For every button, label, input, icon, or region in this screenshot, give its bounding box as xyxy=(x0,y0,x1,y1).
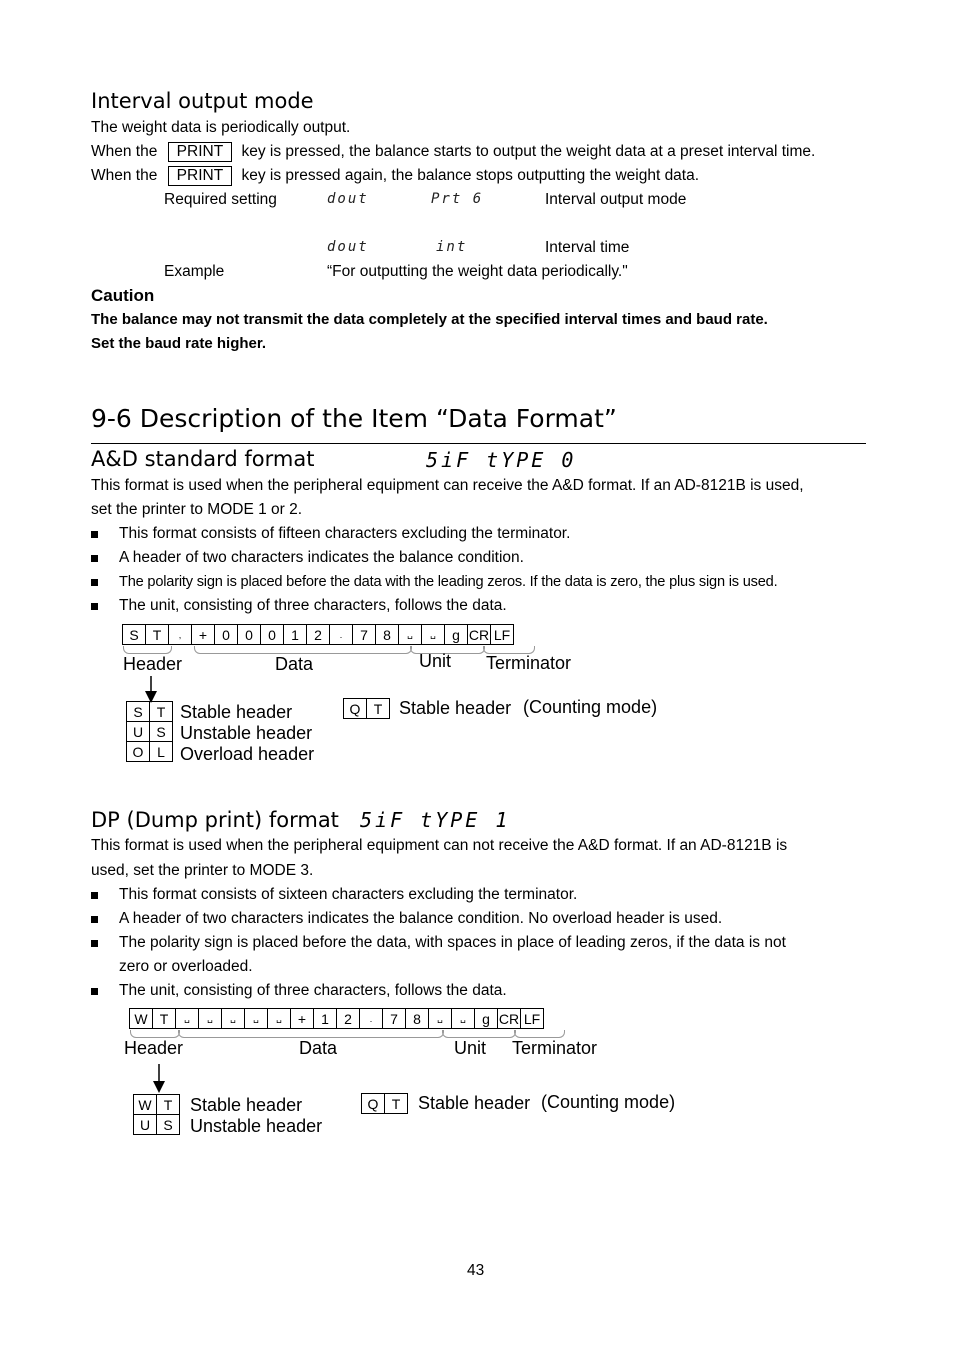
dp-bullet-continued: zero or overloaded. xyxy=(119,958,253,975)
character-cell: 0 xyxy=(237,624,261,645)
character-cell: T xyxy=(145,624,169,645)
bullet-icon xyxy=(91,916,98,923)
terminator-label: Terminator xyxy=(486,653,572,673)
character-cell: . xyxy=(329,624,353,645)
character-cell: . xyxy=(359,1008,383,1029)
line2-post: key is pressed, the balance starts to output the weight data at a preset interval time. xyxy=(241,143,816,160)
segment-code: Prt 6 xyxy=(431,191,484,207)
qt-desc: Stable header xyxy=(399,698,512,718)
ad-character-row xyxy=(123,624,514,645)
ad-bullet: The polarity sign is placed before the data with the leading zeros. If the data is zero, the plus sign is used. xyxy=(119,574,778,590)
ad-bullet: The unit, consisting of three characters, follows the data. xyxy=(119,597,507,614)
header-label: Header xyxy=(123,654,183,674)
bullet-icon xyxy=(91,531,98,538)
header-char: T xyxy=(149,701,173,722)
header-char: O xyxy=(126,741,150,762)
character-cell: ␣ xyxy=(428,1008,452,1029)
character-cell: ␣ xyxy=(451,1008,475,1029)
section-rule xyxy=(91,443,866,444)
bullet-icon xyxy=(91,940,98,947)
page-number: 43 xyxy=(467,1262,485,1279)
terminator-label: Terminator xyxy=(512,1038,598,1058)
character-cell: 8 xyxy=(375,624,399,645)
header-char: T xyxy=(366,698,390,719)
character-cell: + xyxy=(191,624,215,645)
data-label: Data xyxy=(299,1038,338,1058)
segment-code: int xyxy=(436,239,468,255)
character-cell: CR xyxy=(497,1008,521,1029)
character-cell: g xyxy=(444,624,468,645)
character-cell: 1 xyxy=(313,1008,337,1029)
character-cell: 2 xyxy=(306,624,330,645)
character-cell: LF xyxy=(490,624,514,645)
ad-heading: A&D standard format xyxy=(91,447,315,471)
header-char: W xyxy=(133,1094,157,1115)
character-cell: ␣ xyxy=(244,1008,268,1029)
character-cell: 7 xyxy=(352,624,376,645)
header-char: S xyxy=(126,701,150,722)
header-char: Q xyxy=(343,698,367,719)
data-brace xyxy=(178,1030,444,1038)
required-setting-label: Required setting xyxy=(164,191,277,208)
header-desc: Unstable header xyxy=(180,723,313,743)
header-char: U xyxy=(126,721,150,742)
character-cell: 0 xyxy=(214,624,238,645)
character-cell: + xyxy=(290,1008,314,1029)
header-desc: Unstable header xyxy=(190,1116,323,1136)
dp-para-2: used, set the printer to MODE 3. xyxy=(91,862,314,879)
character-cell: 2 xyxy=(336,1008,360,1029)
qt-desc: Stable header xyxy=(418,1093,531,1113)
arrow-down-icon xyxy=(151,1064,167,1094)
header-char: S xyxy=(156,1114,180,1135)
header-brace xyxy=(130,1030,180,1038)
bullet-icon xyxy=(91,579,98,586)
caution-label: Caution xyxy=(91,286,155,305)
unit-label: Unit xyxy=(419,651,452,671)
example-text: “For outputting the weight data periodically." xyxy=(327,263,628,280)
data-label: Data xyxy=(275,654,314,674)
character-cell: 1 xyxy=(283,624,307,645)
dp-bullet: The polarity sign is placed before the data, with spaces in place of leading zeros, if the data is not xyxy=(119,934,786,951)
dp-qt-cells xyxy=(362,1094,408,1114)
character-cell: ␣ xyxy=(267,1008,291,1029)
header-char: T xyxy=(156,1094,180,1115)
header-label: Header xyxy=(124,1038,184,1058)
character-cell: CR xyxy=(467,624,491,645)
header-char: L xyxy=(149,741,173,762)
ad-qt-cells xyxy=(344,699,390,719)
ad-para-2: set the printer to MODE 1 or 2. xyxy=(91,501,303,518)
example-label: Example xyxy=(164,263,225,280)
print-key: PRINT xyxy=(168,166,233,186)
data-brace xyxy=(194,646,412,654)
header-desc: Stable header xyxy=(180,702,293,722)
dp-heading: DP (Dump print) format xyxy=(91,808,339,832)
dp-bullet: A header of two characters indicates the balance condition. No overload header is used. xyxy=(119,910,723,927)
unit-brace xyxy=(442,1030,516,1038)
header-char: S xyxy=(149,721,173,742)
character-cell: ␣ xyxy=(421,624,445,645)
counting-mode: (Counting mode) xyxy=(523,697,658,717)
caution-line-2: Set the baud rate higher. xyxy=(91,335,267,352)
character-cell: LF xyxy=(520,1008,544,1029)
character-cell: ␣ xyxy=(175,1008,199,1029)
dp-code: 5iF tYPE 1 xyxy=(360,808,511,832)
caution-line-1: The balance may not transmit the data completely at the specified interval times and baud rate. xyxy=(91,311,768,328)
ad-bullet: A header of two characters indicates the balance condition. xyxy=(119,549,524,566)
header-char: U xyxy=(133,1114,157,1135)
bullet-icon xyxy=(91,988,98,995)
segment-code: dout xyxy=(327,191,369,207)
header-char: T xyxy=(384,1093,408,1114)
bullet-icon xyxy=(91,603,98,610)
ad-bullet: This format consists of fifteen characters excluding the terminator. xyxy=(119,525,571,542)
dp-para-1: This format is used when the peripheral equipment can not receive the A&D format. If an AD-8121B is xyxy=(91,837,788,854)
header-desc: Stable header xyxy=(190,1095,303,1115)
dp-bullet: The unit, consisting of three characters, follows the data. xyxy=(119,982,507,999)
interval-line-1: The weight data is periodically output. xyxy=(91,119,351,136)
character-cell: 0 xyxy=(260,624,284,645)
segment-code: dout xyxy=(327,239,369,255)
character-cell: W xyxy=(129,1008,153,1029)
character-cell: S xyxy=(122,624,146,645)
interval-heading: Interval output mode xyxy=(91,89,314,113)
character-cell: ␣ xyxy=(398,624,422,645)
unit-label: Unit xyxy=(454,1038,487,1058)
bullet-icon xyxy=(91,892,98,899)
character-cell: ␣ xyxy=(198,1008,222,1029)
ad-para-1: This format is used when the peripheral equipment can receive the A&D format. If an AD-8121B is used, xyxy=(91,477,804,494)
header-char: Q xyxy=(361,1093,385,1114)
character-cell: 7 xyxy=(382,1008,406,1029)
header-brace xyxy=(123,646,172,654)
required-setting-desc: Interval time xyxy=(545,239,630,256)
character-cell: 8 xyxy=(405,1008,429,1029)
terminator-brace xyxy=(514,1030,565,1038)
bullet-icon xyxy=(91,555,98,562)
section-title: 9-6 Description of the Item “Data Format” xyxy=(91,404,617,433)
character-cell: ␣ xyxy=(221,1008,245,1029)
interval-line-2 xyxy=(91,140,815,164)
required-setting-desc: Interval output mode xyxy=(545,191,687,208)
ad-code: 5iF tYPE 0 xyxy=(426,448,577,472)
character-cell: , xyxy=(168,624,192,645)
dp-character-row xyxy=(130,1008,544,1029)
line3-post: key is pressed again, the balance stops outputting the weight data. xyxy=(241,167,700,184)
dp-bullet: This format consists of sixteen characters excluding the terminator. xyxy=(119,886,578,903)
interval-line-3 xyxy=(91,164,699,188)
character-cell: g xyxy=(474,1008,498,1029)
dp-header-list xyxy=(134,1095,180,1135)
line2-pre: When the xyxy=(91,143,158,160)
character-cell: T xyxy=(152,1008,176,1029)
header-desc: Overload header xyxy=(180,744,315,764)
print-key: PRINT xyxy=(168,142,233,162)
counting-mode: (Counting mode) xyxy=(541,1092,676,1112)
line3-pre: When the xyxy=(91,167,158,184)
ad-header-list xyxy=(127,702,173,762)
arrow-down-icon xyxy=(143,676,159,704)
